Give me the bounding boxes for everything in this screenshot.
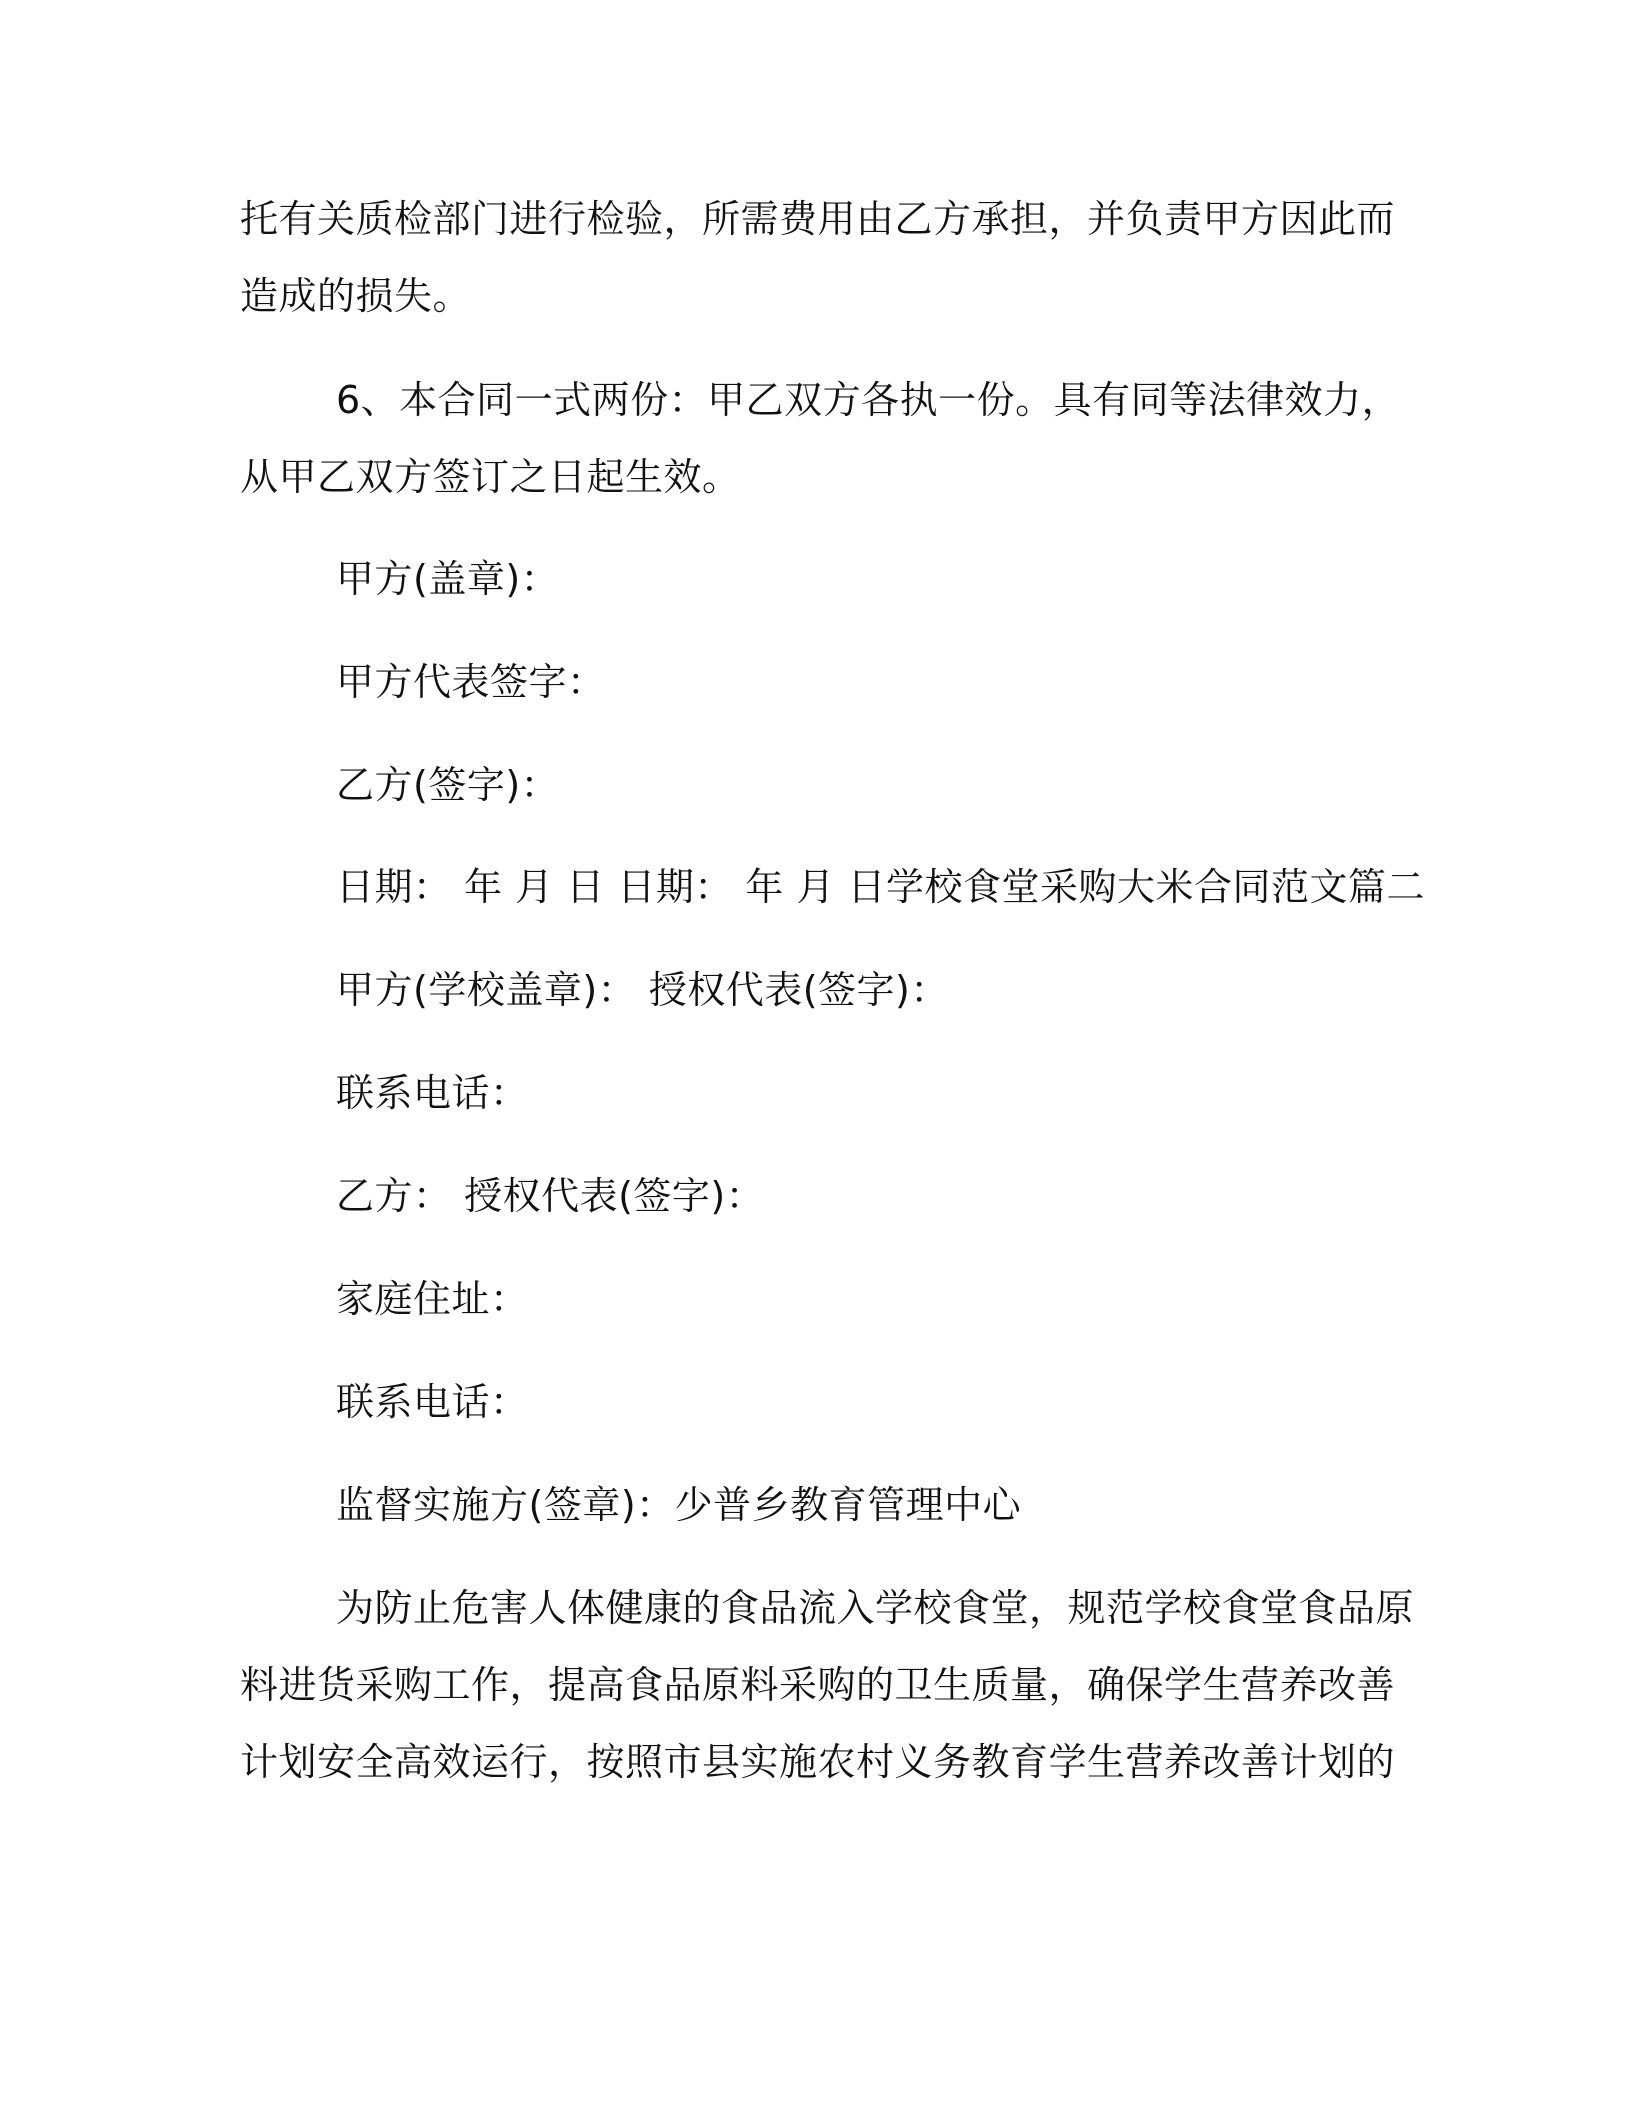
party-a-representative-field: 甲方代表签字： [336, 660, 606, 704]
paragraph-line: 料进货采购工作，提高食品原料采购的卫生质量，确保学生营养改善 [240, 1663, 1396, 1707]
paragraph-line: 为防止危害人体健康的食品流入学校食堂，规范学校食堂食品原 [336, 1586, 1415, 1630]
date-and-heading-line: 日期： 年 月 日 日期： 年 月 日学校食堂采购大米合同范文篇二 [336, 865, 1426, 909]
party-a-school-field: 甲方(学校盖章)： 授权代表(签字)： [336, 968, 949, 1012]
paragraph-line: 计划安全高效运行，按照市县实施农村义务教育学生营养改善计划的 [240, 1740, 1396, 1784]
party-a-seal-field: 甲方(盖章)： [336, 557, 560, 601]
contact-phone-field: 联系电话： [336, 1380, 529, 1424]
party-b-signature-field: 乙方(签字)： [336, 763, 560, 807]
home-address-field: 家庭住址： [336, 1277, 529, 1321]
paragraph-line: 6、本合同一式两份：甲乙双方各执一份。具有同等法律效力， [336, 378, 1401, 422]
paragraph-line: 托有关质检部门进行检验，所需费用由乙方承担，并负责甲方因此而 [240, 197, 1396, 241]
paragraph-line: 造成的损失。 [240, 274, 472, 318]
paragraph-line: 从甲乙双方签订之日起生效。 [240, 455, 741, 499]
contact-phone-field: 联系电话： [336, 1071, 529, 1115]
supervisor-field: 监督实施方(签章)：少普乡教育管理中心 [336, 1483, 1022, 1527]
party-b-field: 乙方： 授权代表(签字)： [336, 1174, 765, 1218]
